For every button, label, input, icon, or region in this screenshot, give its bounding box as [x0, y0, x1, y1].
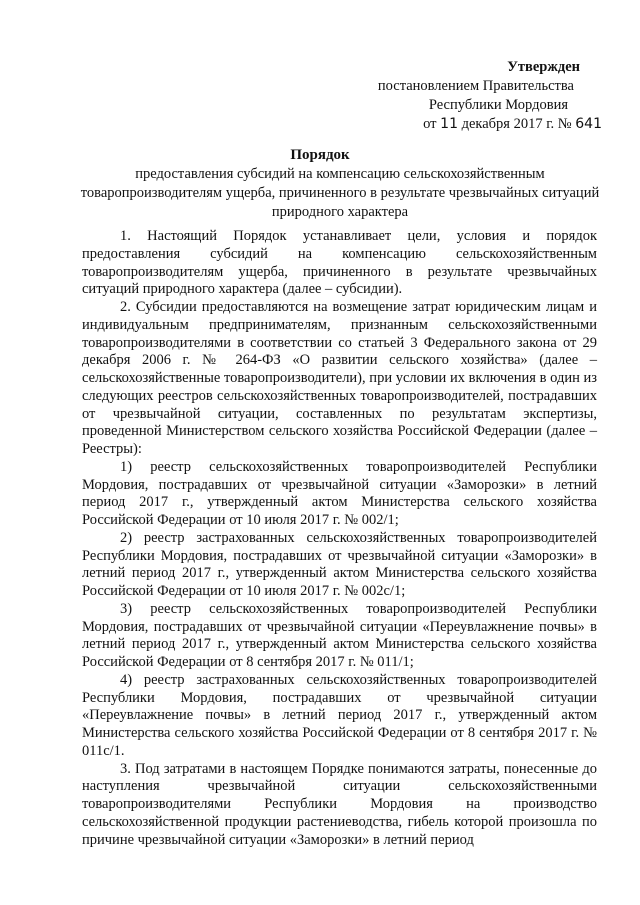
date-rest: декабря 2017 г. №: [457, 116, 576, 132]
approval-heading: Утвержден: [507, 59, 580, 75]
paragraph: 3. Под затратами в настоящем Порядке понимаются затраты, понесенные до наступления чрезвычайной ситуации сельскохозяйственными товаропроизводителями Республики Мордовия на производство сельскохозяйственной продукции растениеводства, гибель которой произошла по причине чрезвычайной ситуации «Заморозки» в летний период: [82, 760, 597, 848]
date-prefix: от: [423, 116, 441, 132]
document-subtitle: предоставления субсидий на компенсацию сельскохозяйственным товаропроизводителям ущерба, причиненного в результате чрезвычайных ситуаций природного характера: [80, 166, 600, 220]
paragraph: 2) реестр застрахованных сельскохозяйственных товаропроизводителей Республики Мордовия, пострадавших от чрезвычайной ситуации «Заморозки» в летний период 2017 г., утвержденный актом Министерства сельского хозяйства Российской Федерации от 10 июля 2017 г. № 002с/1;: [82, 529, 597, 599]
paragraph: 3) реестр сельскохозяйственных товаропроизводителей Республики Мордовия, пострадавших от чрезвычайной ситуации «Переувлажнение почвы» в летний период 2017 г., утвержденный актом Министерства сельского хозяйства Российской Федерации от 8 сентября 2017 г. № 011/1;: [82, 600, 597, 670]
paragraph: 1) реестр сельскохозяйственных товаропроизводителей Республики Мордовия, пострадавших от чрезвычайной ситуации «Заморозки» в летний период 2017 г., утвержденный актом Министерства сельского хозяйства Российской Федерации от 10 июля 2017 г. № 002/1;: [82, 458, 597, 528]
approval-line-republic: Республики Мордовия: [428, 97, 568, 113]
document-body: [82, 228, 597, 849]
approval-block: [322, 58, 602, 134]
decree-number-handwritten: 641: [575, 116, 602, 132]
paragraph: 1. Настоящий Порядок устанавливает цели, условия и порядок предоставления субсидий на компенсацию сельскохозяйственным товаропроизводителям ущерба, причиненного в результате чрезвычайных ситуаций природного характера (далее – субсидии).: [82, 228, 597, 298]
document-title: Порядок: [290, 147, 350, 163]
date-day-handwritten: 11: [440, 116, 458, 132]
approval-date-line: [322, 115, 602, 134]
approval-line-decree: постановлением Правительства: [377, 78, 574, 94]
paragraph: 4) реестр застрахованных сельскохозяйственных товаропроизводителей Республики Мордовия, пострадавших от чрезвычайной ситуации «Переувлажнение почвы» в летний период 2017 г., утвержденный актом Министерства сельского хозяйства Российской Федерации от 8 сентября 2017 г. № 011с/1.: [82, 671, 597, 759]
paragraph: 2. Субсидии предоставляются на возмещение затрат юридическим лицам и индивидуальным предпринимателям, признанным сельскохозяйственными товаропроизводителями в соответствии со статьей 3 Федерального закона от 29 декабря 2006 г. № 264-ФЗ «О развитии сельского хозяйства» (далее – сельскохозяйственные товаропроизводители), при условии их включения в один из следующих реестров сельскохозяйственных товаропроизводителей, пострадавших от чрезвычайной ситуации, составленных по результатам экспертизы, проведенной Министерством сельского хозяйства Российской Федерации (далее – Реестры):: [82, 299, 597, 457]
